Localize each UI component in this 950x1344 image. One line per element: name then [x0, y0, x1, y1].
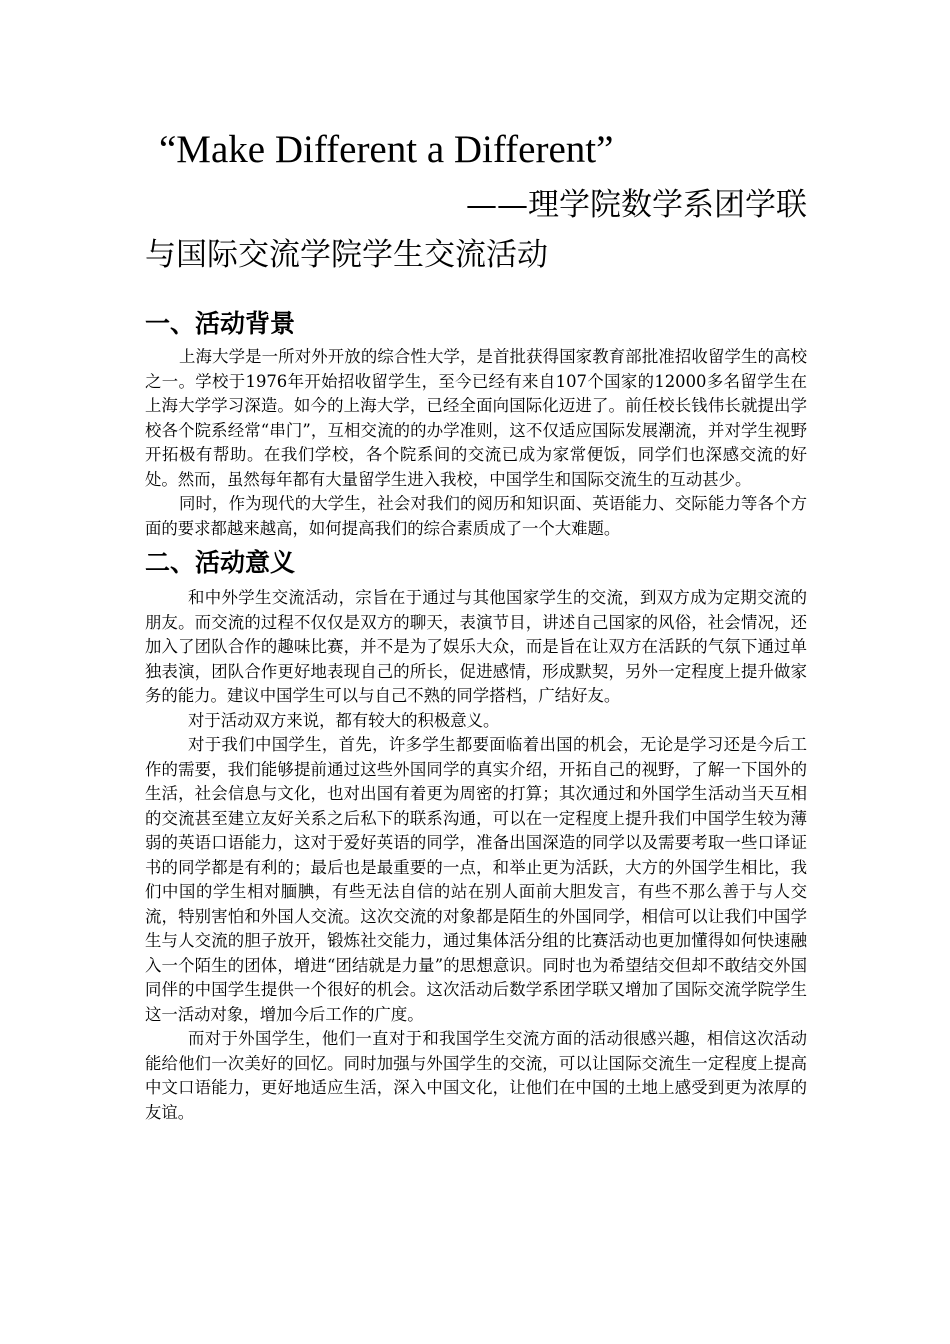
section-significance-paragraph-4: 而对于外国学生，他们一直对于和我国学生交流方面的活动很感兴趣，相信这次活动能给他们一次美好的回忆。同时加强与外国学生的交流，可以让国际交流生一定程度上提高中文口语能力，更好地适应生活，深入中国文化，让他们在中国的土地上感受到更为浓厚的友谊。 [145, 1029, 807, 1122]
section-heading-background: 一、活动背景 [145, 309, 296, 338]
section-background-paragraph-1: 上海大学是一所对外开放的综合性大学，是首批获得国家教育部批准招收留学生的高校之一。学校于1976年开始招收留学生，至今已经有来自107个国家的12000多名留学生在上海大学学习深造。如今的上海大学，已经全面向国际化迈进了。前任校长钱伟长就提出学校各个院系经常“串门”，互相交流的的办学准则，这不仅适应国际发展潮流，并对学生视野开拓极有帮助。在我们学校，各个院系间的交流已成为家常便饭，同学们也深感交流的好处。然而，虽然每年都有大量留学生进入我校，中国学生和国际交流生的互动甚少。 [145, 347, 807, 489]
section-significance-paragraph-3: 对于我们中国学生，首先，许多学生都要面临着出国的机会，无论是学习还是今后工作的需要，我们能够提前通过这些外国同学的真实介绍，开拓自己的视野，了解一下国外的生活，社会信息与文化，也对出国有着更为周密的打算；其次通过和外国学生活动当天互相的交流甚至建立友好关系之后私下的联系沟通，可以在一定程度上提升我们中国学生较为薄弱的英语口语能力，这对于爱好英语的同学，准备出国深造的同学以及需要考取一些口译证书的同学都是有利的；最后也是最重要的一点，和举止更为活跃，大方的外国学生相比，我们中国的学生相对腼腆，有些无法自信的站在别人面前大胆发言，有些不那么善于与人交流，特别害怕和外国人交流。这次交流的对象都是陌生的外国同学，相信可以让我们中国学生与人交流的胆子放开，锻炼社交能力，通过集体活分组的比赛活动也更加懂得如何快速融入一个陌生的团体，增进“团结就是力量”的思想意识。同时也为希望结交但却不敢结交外国同伴的中国学生提供一个很好的机会。这次活动后数学系团学联又增加了国际交流学院学生这一活动对象，增加今后工作的广度。 [145, 735, 807, 1024]
section-significance-paragraph-2: 对于活动双方来说，都有较大的积极意义。 [188, 710, 500, 730]
section-heading-significance: 二、活动意义 [145, 548, 296, 577]
document-subtitle-line1: ——理学院数学系团学联 [466, 187, 807, 223]
document-subtitle-line2: 与国际交流学院学生交流活动 [145, 237, 548, 273]
section-significance-paragraph-1: 和中外学生交流活动，宗旨在于通过与其他国家学生的交流，到双方成为定期交流的朋友。而交流的过程不仅仅是双方的聊天，表演节目，讲述自己国家的风俗，社会情况，还加入了团队合作的趣味比赛，并不是为了娱乐大众，而是旨在让双方在活跃的气氛下通过单独表演，团队合作更好地表现自己的所长，促进感情，形成默契，另外一定程度上提升做家务的能力。建议中国学生可以与自己不熟的同学搭档，广结好友。 [145, 588, 807, 705]
document-body [145, 125, 807, 1125]
section-background-paragraph-2: 同时，作为现代的大学生，社会对我们的阅历和知识面、英语能力、交际能力等各个方面的要求都越来越高，如何提高我们的综合素质成了一个大难题。 [145, 494, 807, 538]
document-title-english: “Make Different a Different” [159, 128, 614, 171]
